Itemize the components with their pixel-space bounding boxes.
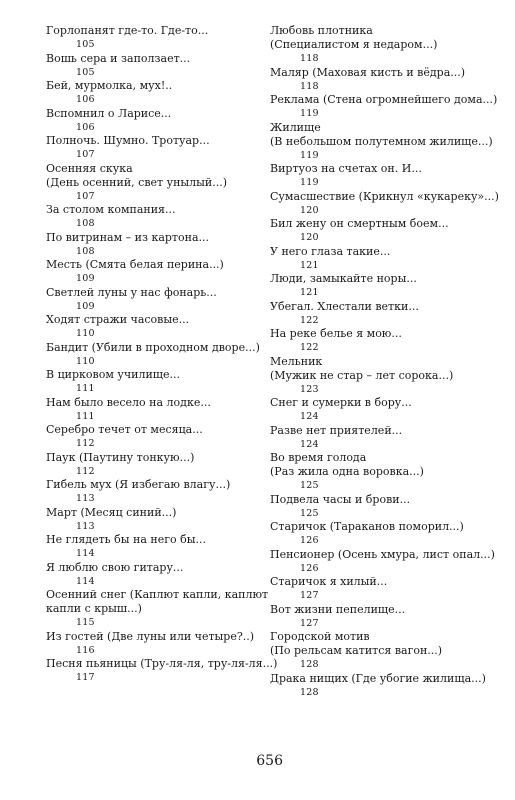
toc-entry-title: Полночь. Шумно. Тротуар... — [46, 134, 210, 147]
toc-entry — [270, 603, 485, 631]
toc-entry-page: 108 — [76, 218, 95, 229]
toc-entry-page: 119 — [300, 108, 319, 119]
toc-entry — [46, 258, 258, 286]
toc-entry — [270, 451, 485, 493]
toc-entry-page: 114 — [76, 548, 95, 559]
toc-entry-title: Любовь плотника — [270, 24, 373, 37]
toc-entry-title: Разве нет приятелей... — [270, 423, 403, 437]
toc-entry-title: Вспомнил о Ларисе... — [46, 106, 172, 120]
toc-entry — [46, 107, 258, 135]
toc-entry-page: 107 — [76, 149, 95, 160]
page-number: 656 — [256, 753, 283, 769]
toc-entry-page: 119 — [300, 177, 319, 188]
toc-entry-title: Реклама (Стена огромнейшего дома...) — [270, 93, 498, 106]
toc-entry-page: 108 — [76, 245, 95, 257]
toc-entry-title: Горлопанят где-то. Где-то... — [46, 24, 209, 37]
toc-entry-title: Нам было весело на лодке... — [46, 395, 211, 409]
toc-entry-title: Осенний снег (Каплют капли, каплют — [46, 588, 269, 601]
toc-entry-title: Старичок я хилый... — [270, 575, 388, 588]
toc-entry-title: Бандит (Убили в проходном дворе...) — [46, 340, 260, 354]
toc-entry-page: 115 — [76, 617, 95, 628]
toc-entry-page: 106 — [76, 121, 95, 133]
toc-entry-page: 107 — [76, 190, 95, 202]
toc-entry-title: Светлей луны у нас фонарь... — [46, 285, 217, 299]
toc-entry — [46, 478, 258, 506]
toc-entry-title: В цирковом училище... — [46, 368, 181, 381]
toc-entry — [46, 341, 258, 369]
toc-entry — [46, 203, 258, 231]
toc-entry — [46, 24, 258, 52]
toc-entry-title: Маляр (Маховая кисть и вёдра...) — [270, 65, 466, 79]
toc-entry-page: 119 — [300, 149, 319, 161]
toc-entry-page: 113 — [76, 520, 95, 532]
toc-entry — [270, 24, 485, 66]
toc-entry — [46, 451, 258, 479]
toc-entry — [270, 547, 495, 576]
toc-entry-title: Ходят стражи часовые... — [46, 313, 190, 326]
toc-entry-page: 110 — [76, 355, 95, 367]
toc-entry-page: 116 — [76, 644, 95, 656]
toc-entry-page: 109 — [76, 273, 95, 284]
toc-entry-page: 120 — [300, 204, 319, 216]
toc-entry-page: 105 — [76, 39, 95, 50]
toc-entry-page: 124 — [300, 438, 319, 450]
toc-entry-title: Во время голода — [270, 451, 367, 464]
toc-entry-page: 127 — [300, 590, 319, 601]
toc-entry — [46, 162, 258, 204]
toc-entry-page: 128 — [300, 686, 319, 698]
toc-entry-page: 125 — [300, 507, 319, 519]
toc-entry — [270, 424, 485, 452]
toc-entry-page: 123 — [300, 383, 319, 395]
toc-entry-title: Люди, замыкайте норы... — [270, 272, 417, 285]
toc-entry-page: 122 — [300, 342, 319, 353]
toc-entry-title: Гибель мух (Я избегаю влагу...) — [46, 478, 231, 491]
toc-entry-page: 111 — [76, 410, 95, 422]
toc-entry — [46, 506, 258, 534]
toc-entry — [46, 134, 258, 162]
toc-entry — [46, 588, 269, 630]
toc-entry — [270, 396, 485, 424]
toc-entry-page: 105 — [76, 66, 95, 78]
toc-entry — [270, 327, 485, 355]
toc-entry-page: 121 — [300, 259, 319, 271]
toc-entry-page: 114 — [76, 575, 95, 587]
toc-entry — [46, 52, 258, 80]
toc-entry-title: (День осенний, свет унылый...) — [46, 175, 228, 189]
toc-entry-page: 110 — [76, 328, 95, 339]
toc-entry-title: По витринам – из картона... — [46, 230, 210, 244]
toc-entry-title: У него глаза такие... — [270, 244, 391, 258]
toc-entry-page: 125 — [300, 480, 319, 491]
toc-entry — [270, 300, 485, 328]
toc-entry — [270, 217, 485, 245]
toc-entry-title: Вошь сера и заползает... — [46, 51, 191, 65]
toc-entry-page: 122 — [300, 314, 319, 326]
toc-entry-page: 124 — [300, 411, 319, 422]
toc-entry-title: Подвела часы и брови... — [270, 492, 411, 506]
toc-entry-title: Март (Месяц синий...) — [46, 505, 177, 519]
toc-entry-page: 127 — [300, 617, 319, 629]
toc-entry — [46, 368, 258, 396]
toc-entry — [46, 657, 278, 685]
toc-entry-title: Вот жизни пепелище... — [270, 602, 406, 616]
toc-entry-page: 112 — [76, 465, 95, 477]
toc-entry-page: 126 — [300, 535, 319, 546]
toc-entry — [46, 423, 258, 451]
toc-entry-page: 120 — [300, 232, 319, 243]
toc-entry-title: Сумасшествие (Крикнул «кукареку»...) — [270, 189, 499, 203]
toc-entry — [270, 93, 498, 121]
toc-entry-page: 113 — [76, 493, 95, 504]
toc-entry-title: Жилище — [270, 120, 321, 134]
toc-entry-page: 118 — [300, 53, 319, 64]
toc-entry — [46, 231, 258, 259]
toc-entry-title: Серебро течет от месяца... — [46, 423, 203, 436]
toc-entry-title: Пенсионер (Осень хмура, лист опал...) — [270, 547, 495, 561]
toc-entry-title: Паук (Паутину тонкую...) — [46, 450, 195, 464]
toc-entry — [46, 286, 258, 314]
toc-entry — [270, 162, 485, 190]
toc-entry-title: Виртуоз на счетах он. И... — [270, 162, 422, 175]
toc-entry — [270, 575, 485, 603]
toc-entry-title: Бей, мурмолка, мух!.. — [46, 79, 173, 92]
toc-entry-page: 112 — [76, 438, 95, 449]
toc-entry — [270, 272, 485, 300]
toc-entry-title: (Специалистом я недаром...) — [270, 38, 438, 51]
toc-entry — [270, 520, 485, 548]
toc-entry-page: 109 — [76, 300, 95, 312]
toc-entry-title: Я люблю свою гитару... — [46, 560, 184, 574]
toc-entry-title: капли с крыш...) — [46, 602, 142, 615]
toc-entry-page: 111 — [76, 383, 95, 394]
toc-entry-title: Не глядеть бы на него бы... — [46, 533, 206, 546]
toc-entry — [270, 672, 485, 700]
toc-entry — [270, 66, 485, 94]
toc-entry-title: Песня пьяницы (Тру-ля-ля, тру-ля-ля...) — [46, 657, 278, 670]
toc-entry-title: На реке белье я мою... — [270, 327, 402, 340]
toc-entry-page: 128 — [300, 659, 319, 670]
toc-entry-title: Снег и сумерки в бору... — [270, 396, 412, 409]
toc-entry-title: Бил жену он смертным боем... — [270, 217, 449, 230]
toc-entry — [270, 189, 499, 218]
toc-entry-title: Городской мотив — [270, 630, 370, 643]
toc-entry — [270, 245, 485, 273]
toc-entry-title: (Раз жила одна воровка...) — [270, 465, 424, 478]
toc-entry — [270, 493, 485, 521]
toc-entry-page: 117 — [76, 672, 95, 683]
toc-entry-title: Убегал. Хлестали ветки... — [270, 299, 419, 313]
toc-entry — [46, 79, 258, 107]
toc-entry-page: 106 — [76, 94, 95, 105]
toc-entry-title: Из гостей (Две луны или четыре?..) — [46, 629, 255, 643]
toc-entry — [46, 561, 258, 589]
toc-right-column — [270, 24, 499, 699]
toc-entry — [46, 630, 258, 658]
toc-entry-title: (Мужик не стар – лет сорока...) — [270, 368, 454, 382]
toc-entry-title: Мельник — [270, 354, 323, 368]
toc-entry — [46, 313, 258, 341]
toc-entry-page: 121 — [300, 287, 319, 298]
toc-entry — [46, 396, 258, 424]
toc-entry — [270, 355, 485, 397]
toc-entry-title: Осенняя скука — [46, 161, 133, 175]
toc-entry-page: 126 — [300, 562, 319, 574]
toc-entry — [270, 120, 493, 163]
toc-entry — [270, 630, 485, 672]
toc-entry-title: За столом компания... — [46, 203, 176, 216]
toc-entry-page: 118 — [300, 80, 319, 92]
toc-entry-title: (В небольшом полутемном жилище...) — [270, 134, 493, 148]
toc-entry — [46, 533, 258, 561]
toc-entry-title: Месть (Смята белая перина...) — [46, 258, 224, 271]
toc-entry-title: Старичок (Тараканов поморил...) — [270, 520, 464, 533]
toc-entry-title: (По рельсам катится вагон...) — [270, 644, 443, 657]
toc-entry-title: Драка нищих (Где убогие жилища...) — [270, 671, 486, 685]
toc-left-column — [46, 24, 278, 685]
